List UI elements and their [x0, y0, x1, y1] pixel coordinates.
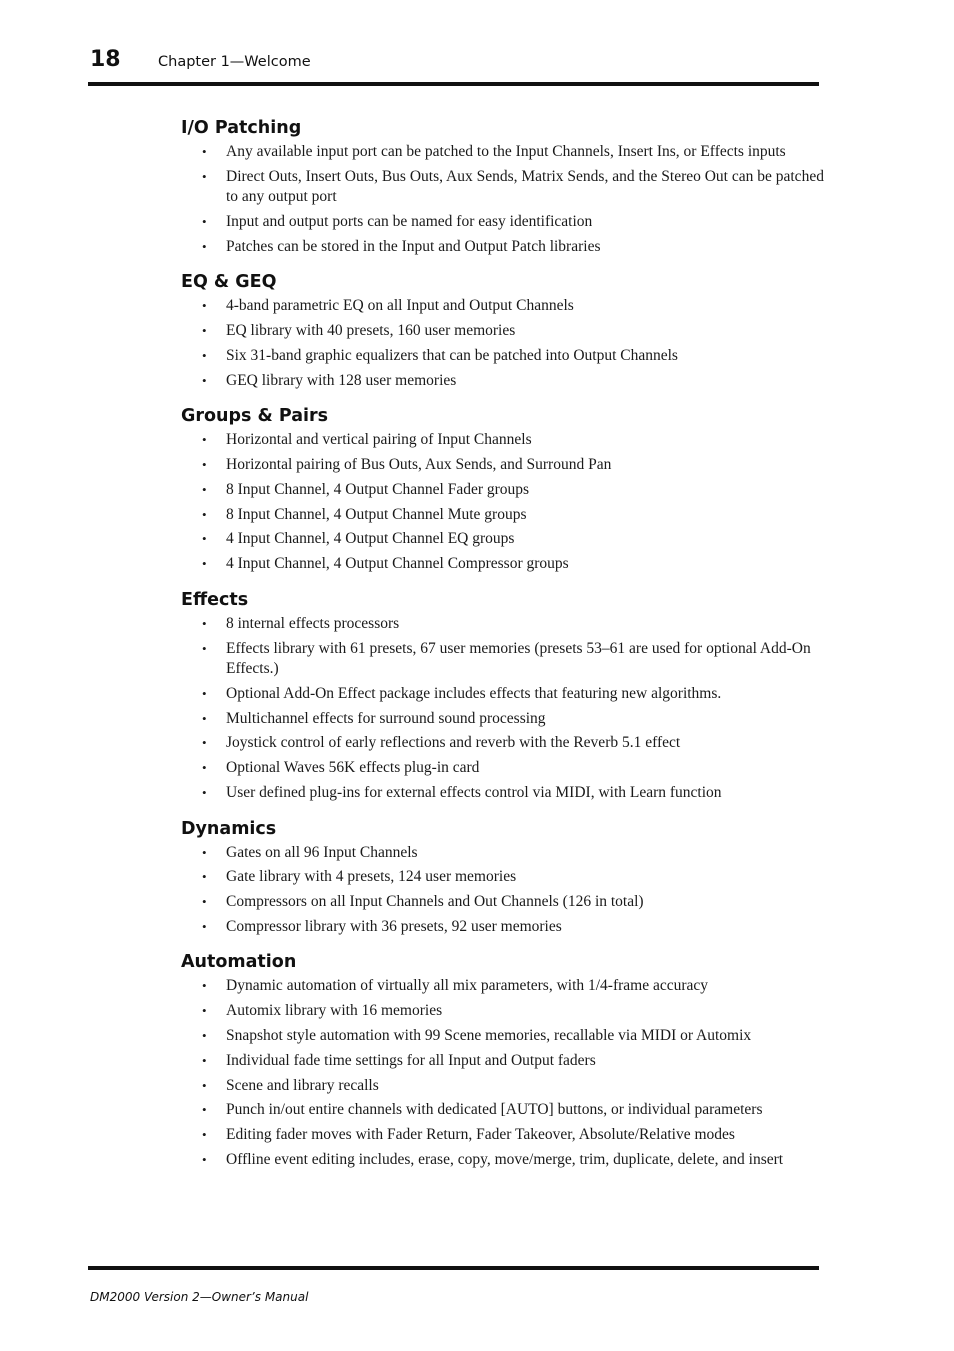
section [181, 950, 831, 1170]
list-item-text: Horizontal pairing of Bus Outs, Aux Sends, and Surround Pan [226, 456, 612, 474]
list-item-text: Optional Add-On Effect package includes effects that featuring new algorithms. [226, 684, 722, 702]
list-item-text: Scene and library recalls [226, 1076, 379, 1094]
list-item-text: Gates on all 96 Input Channels [226, 843, 418, 861]
bullet-list [181, 430, 831, 574]
list-item-text: Effects library with 61 presets, 67 user memories (presets 53–61 are used for optional Add-On Effects.) [226, 639, 811, 678]
list-item-text: 8 Input Channel, 4 Output Channel Fader groups [226, 480, 530, 498]
section [181, 404, 831, 574]
list-item-text: Compressors on all Input Channels and Out Channels (126 in total) [226, 893, 644, 911]
bullet-list [181, 614, 831, 804]
bullet-icon: • [202, 760, 207, 776]
list-item-text: 4 Input Channel, 4 Output Channel EQ groups [226, 530, 515, 548]
list-item [181, 167, 831, 208]
bullet-icon: • [202, 144, 207, 159]
list-item [181, 783, 831, 804]
list-item [181, 1076, 831, 1097]
list-item-text: EQ library with 40 presets, 160 user memories [226, 322, 516, 340]
list-item [181, 758, 831, 779]
list-item [181, 505, 831, 526]
list-item [181, 843, 831, 864]
list-item-text: 8 internal effects processors [226, 614, 400, 632]
section-title: Automation [181, 952, 297, 973]
list-item [181, 346, 831, 367]
page-number: 18 [90, 47, 121, 72]
bullet-icon: • [202, 214, 207, 230]
bullet-icon: • [202, 238, 207, 254]
page-header [88, 46, 819, 86]
list-item [181, 321, 831, 342]
bullet-icon: • [202, 844, 207, 860]
bullet-icon: • [202, 735, 207, 751]
list-item-text: GEQ library with 128 user memories [226, 371, 457, 389]
list-item [181, 529, 831, 550]
list-item-text: Individual fade time settings for all Input and Output faders [226, 1051, 596, 1069]
list-item-text: 4 Input Channel, 4 Output Channel Compressor groups [226, 555, 569, 573]
list-item-text: Compressor library with 36 presets, 92 user memories [226, 917, 562, 935]
list-item-text: Editing fader moves with Fader Return, Fader Takeover, Absolute/Relative modes [226, 1126, 735, 1144]
list-item-text: Optional Waves 56K effects plug-in card [226, 759, 480, 777]
bullet-icon: • [202, 1152, 207, 1168]
section-title: I/O Patching [181, 118, 302, 138]
bullet-icon: • [202, 1102, 207, 1118]
list-item [181, 480, 831, 501]
list-item [181, 614, 831, 635]
list-item [181, 237, 831, 258]
list-item [181, 1100, 831, 1121]
list-item [181, 296, 831, 317]
bullet-icon: • [202, 1003, 207, 1019]
bullet-list [181, 843, 831, 938]
list-item-text: Horizontal and vertical pairing of Input Channels [226, 431, 532, 449]
list-item [181, 1001, 831, 1022]
list-item-text: 4-band parametric EQ on all Input and Output Channels [226, 297, 574, 315]
section-title: Groups & Pairs [181, 406, 329, 427]
list-item [181, 1150, 831, 1171]
bullet-icon: • [202, 640, 207, 656]
bullet-icon: • [202, 785, 207, 801]
list-item [181, 917, 831, 938]
list-item [181, 684, 831, 705]
list-item [181, 371, 831, 392]
bullet-icon: • [202, 531, 207, 547]
bullet-icon: • [202, 432, 207, 448]
bullet-icon: • [202, 372, 207, 388]
list-item-text: Input and output ports can be named for easy identification [226, 213, 593, 231]
section [181, 116, 831, 257]
list-item [181, 867, 831, 888]
bullet-icon: • [202, 1077, 207, 1093]
list-item [181, 892, 831, 913]
section-title: Effects [181, 589, 249, 610]
list-item [181, 976, 831, 997]
bullet-icon: • [202, 556, 207, 572]
bullet-icon: • [202, 457, 207, 473]
list-item [181, 1125, 831, 1146]
list-item-text: Gate library with 4 presets, 124 user memories [226, 868, 517, 886]
list-item [181, 709, 831, 730]
list-item-text: Joystick control of early reflections and reverb with the Reverb 5.1 effect [226, 734, 681, 752]
list-item [181, 430, 831, 451]
bullet-icon: • [202, 685, 207, 701]
bullet-list [181, 976, 831, 1170]
list-item-text: Automix library with 16 memories [226, 1002, 443, 1020]
bullet-icon: • [202, 918, 207, 934]
list-item-text: Direct Outs, Insert Outs, Bus Outs, Aux Sends, Matrix Sends, and the Stereo Out can be patched to any output port [226, 167, 824, 206]
bullet-list [181, 142, 831, 257]
chapter-title: Chapter 1—Welcome [158, 54, 311, 70]
list-item-text: User defined plug-ins for external effects control via MIDI, with Learn function [226, 784, 722, 802]
list-item [181, 639, 831, 680]
list-item [181, 1051, 831, 1072]
list-item-text: Dynamic automation of virtually all mix parameters, with 1/4-frame accuracy [226, 977, 709, 995]
section [181, 270, 831, 391]
list-item-text: Patches can be stored in the Input and Output Patch libraries [226, 237, 601, 255]
list-item [181, 212, 831, 233]
list-item [181, 733, 831, 754]
bullet-list [181, 296, 831, 391]
bullet-icon: • [202, 481, 207, 497]
section [181, 817, 831, 938]
list-item-text: Six 31-band graphic equalizers that can be patched into Output Channels [226, 346, 678, 364]
list-item [181, 142, 831, 163]
footer-divider [88, 1266, 819, 1270]
list-item-text: 8 Input Channel, 4 Output Channel Mute groups [226, 505, 527, 523]
bullet-icon: • [202, 347, 207, 363]
section-title: EQ & GEQ [181, 272, 277, 293]
section [181, 588, 831, 804]
bullet-icon: • [202, 1052, 207, 1068]
bullet-icon: • [202, 894, 207, 910]
list-item-text: Any available input port can be patched to the Input Channels, Insert Ins, or Effects inputs [226, 143, 786, 160]
list-item [181, 1026, 831, 1047]
bullet-icon: • [202, 710, 207, 726]
bullet-icon: • [202, 506, 207, 522]
list-item-text: Snapshot style automation with 99 Scene memories, recallable via MIDI or Automix [226, 1027, 752, 1045]
list-item-text: Punch in/out entire channels with dedicated [AUTO] buttons, or individual parameters [226, 1101, 763, 1119]
list-item-text: Offline event editing includes, erase, copy, move/merge, trim, duplicate, delete, and insert [226, 1151, 784, 1169]
list-item-text: Multichannel effects for surround sound processing [226, 709, 546, 727]
list-item [181, 455, 831, 476]
bullet-icon: • [202, 978, 207, 994]
bullet-icon: • [202, 298, 207, 314]
section-title: Dynamics [181, 818, 277, 839]
footer-text: DM2000 Version 2—Owner’s Manual [90, 1290, 309, 1304]
bullet-icon: • [202, 323, 207, 339]
bullet-icon: • [202, 1127, 207, 1143]
bullet-icon: • [202, 615, 207, 631]
bullet-icon: • [202, 1028, 207, 1044]
bullet-icon: • [202, 869, 207, 885]
feature-list [181, 116, 831, 1175]
list-item [181, 554, 831, 575]
bullet-icon: • [202, 168, 207, 184]
